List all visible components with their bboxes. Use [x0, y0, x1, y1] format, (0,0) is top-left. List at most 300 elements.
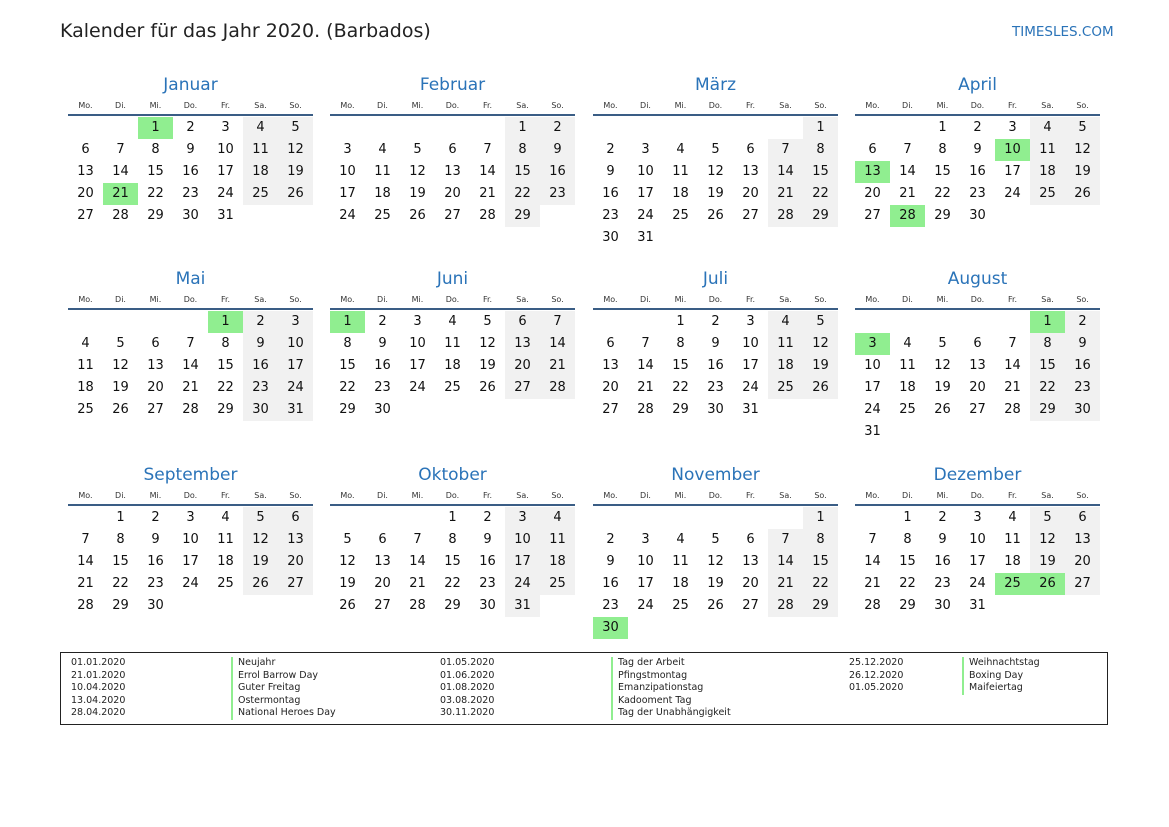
day-cell: 5: [413, 142, 422, 157]
holiday-date: 01.08.2020: [440, 682, 495, 694]
day-cell: 25: [672, 598, 689, 613]
day-cell: 4: [1030, 117, 1065, 139]
day-cell: 24: [217, 186, 234, 201]
day-cell: 25: [217, 576, 234, 591]
day-cell: 15: [899, 554, 916, 569]
day-cell: 19: [707, 186, 724, 201]
day-cell: 16: [707, 358, 724, 373]
day-cell: 12: [803, 333, 838, 355]
day-cell: 11: [1030, 139, 1065, 161]
empty-cell: [68, 117, 103, 139]
weekday-label: So.: [551, 101, 564, 110]
day-cell: 26: [339, 598, 356, 613]
day-cell: 21: [768, 183, 803, 205]
weekday-label: Sa.: [1041, 101, 1054, 110]
day-cell: 20: [742, 576, 759, 591]
day-cell: 21: [182, 380, 199, 395]
day-cell: 8: [151, 142, 160, 157]
holiday-date: 21.01.2020: [71, 669, 126, 681]
day-cell: 3: [641, 532, 650, 547]
day-cell: 14: [409, 554, 426, 569]
day-cell: 2: [606, 142, 615, 157]
weekday-label: Di.: [902, 101, 913, 110]
month-6: [330, 267, 575, 421]
empty-cell: [663, 507, 698, 529]
day-cell: 7: [116, 142, 125, 157]
empty-cell: [698, 117, 733, 139]
day-cell: 7: [768, 529, 803, 551]
weekday-label: Di.: [377, 101, 388, 110]
holiday-name: Pfingstmontag: [611, 670, 731, 683]
day-cell: 20: [77, 186, 94, 201]
holiday-day-cell: 3: [855, 333, 890, 355]
month-name: April: [958, 75, 997, 95]
weekday-label: Mo.: [340, 101, 355, 110]
day-cell: 21: [409, 576, 426, 591]
day-cell: 14: [768, 551, 803, 573]
weekday-label: Sa.: [779, 295, 792, 304]
day-cell: 19: [707, 576, 724, 591]
empty-cell: [768, 117, 803, 139]
empty-cell: [365, 507, 400, 529]
day-cell: 19: [803, 355, 838, 377]
day-cell: 13: [374, 554, 391, 569]
month-9: [68, 463, 313, 617]
day-cell: 20: [444, 186, 461, 201]
weekday-label: So.: [551, 491, 564, 500]
day-cell: 26: [479, 380, 496, 395]
day-cell: 19: [409, 186, 426, 201]
month-5: [68, 267, 313, 421]
day-cell: 26: [803, 377, 838, 399]
day-cell: 28: [182, 402, 199, 417]
month-8: [855, 267, 1100, 443]
weekday-label: Fr.: [482, 295, 493, 304]
day-cell: 18: [444, 358, 461, 373]
day-grid: [330, 507, 575, 617]
day-cell: 26: [409, 208, 426, 223]
day-cell: 16: [602, 576, 619, 591]
day-cell: 2: [606, 532, 615, 547]
empty-cell: [628, 117, 663, 139]
holiday-day-cell: 1: [1030, 311, 1065, 333]
empty-cell: [400, 117, 435, 139]
weekday-label: Mo.: [603, 491, 618, 500]
day-cell: 3: [221, 120, 230, 135]
weekday-label: Sa.: [254, 101, 267, 110]
empty-cell: [103, 311, 138, 333]
day-cell: 6: [746, 532, 755, 547]
day-cell: 8: [903, 532, 912, 547]
holiday-name-row: [611, 657, 731, 670]
weekday-label: Fr.: [482, 491, 493, 500]
day-cell: 23: [243, 377, 278, 399]
weekday-header: [855, 97, 1100, 116]
weekday-label: Do.: [970, 101, 985, 110]
day-cell: 1: [803, 117, 838, 139]
day-cell: 9: [151, 532, 160, 547]
day-cell: 5: [711, 532, 720, 547]
day-cell: 5: [343, 532, 352, 547]
day-cell: 9: [378, 336, 387, 351]
day-cell: 26: [707, 208, 724, 223]
holiday-day-cell: 26: [1030, 573, 1065, 595]
day-cell: 16: [1065, 355, 1100, 377]
day-cell: 2: [1065, 311, 1100, 333]
day-cell: 11: [768, 333, 803, 355]
day-cell: 15: [217, 358, 234, 373]
day-cell: 14: [768, 161, 803, 183]
day-cell: 25: [77, 402, 94, 417]
day-cell: 9: [973, 142, 982, 157]
day-cell: 11: [444, 336, 461, 351]
month-name: September: [143, 465, 238, 485]
weekday-label: So.: [814, 491, 827, 500]
day-cell: 2: [483, 510, 492, 525]
day-cell: 5: [243, 507, 278, 529]
day-cell: 31: [278, 399, 313, 421]
weekday-label: Do.: [183, 491, 198, 500]
empty-cell: [768, 507, 803, 529]
day-cell: 10: [182, 532, 199, 547]
weekday-label: Do.: [445, 491, 460, 500]
day-cell: 22: [803, 183, 838, 205]
day-cell: 18: [1030, 161, 1065, 183]
day-cell: 10: [278, 333, 313, 355]
day-cell: 10: [742, 336, 759, 351]
day-cell: 6: [378, 532, 387, 547]
day-cell: 14: [540, 333, 575, 355]
day-cell: 10: [217, 142, 234, 157]
weekday-label: Fr.: [220, 491, 231, 500]
month-10: [330, 463, 575, 617]
holiday-legend: [60, 652, 1108, 725]
day-cell: 21: [899, 186, 916, 201]
day-cell: 7: [186, 336, 195, 351]
day-cell: 19: [339, 576, 356, 591]
weekday-label: Mi.: [411, 295, 424, 304]
day-cell: 15: [934, 164, 951, 179]
weekday-label: Do.: [445, 101, 460, 110]
day-cell: 12: [278, 139, 313, 161]
day-cell: 27: [505, 377, 540, 399]
weekday-label: Mi.: [674, 101, 687, 110]
day-cell: 16: [374, 358, 391, 373]
weekday-label: Mo.: [78, 491, 93, 500]
holiday-date: 01.06.2020: [440, 669, 495, 681]
weekday-header: [330, 487, 575, 506]
day-cell: 3: [746, 314, 755, 329]
day-cell: 3: [186, 510, 195, 525]
day-cell: 14: [899, 164, 916, 179]
day-cell: 8: [803, 529, 838, 551]
holiday-day-cell: 1: [208, 311, 243, 333]
day-cell: 25: [540, 573, 575, 595]
empty-cell: [855, 507, 890, 529]
day-cell: 19: [243, 551, 278, 573]
day-cell: 16: [934, 554, 951, 569]
day-cell: 30: [602, 230, 619, 245]
day-cell: 27: [742, 208, 759, 223]
empty-cell: [925, 311, 960, 333]
day-cell: 2: [711, 314, 720, 329]
weekday-label: Mi.: [936, 491, 949, 500]
weekday-label: Di.: [640, 295, 651, 304]
day-cell: 28: [768, 595, 803, 617]
weekday-label: Sa.: [1041, 295, 1054, 304]
holiday-date: 25.12.2020: [849, 657, 904, 668]
empty-cell: [365, 117, 400, 139]
holiday-date: 01.01.2020: [71, 657, 126, 668]
day-cell: 8: [221, 336, 230, 351]
day-cell: 31: [742, 402, 759, 417]
holiday-name: Guter Freitag: [231, 682, 336, 695]
weekday-label: Mi.: [674, 295, 687, 304]
day-cell: 12: [339, 554, 356, 569]
day-cell: 12: [409, 164, 426, 179]
day-cell: 23: [969, 186, 986, 201]
day-cell: 6: [81, 142, 90, 157]
day-cell: 22: [147, 186, 164, 201]
day-cell: 9: [1065, 333, 1100, 355]
day-cell: 14: [1004, 358, 1021, 373]
weekday-label: Mo.: [78, 295, 93, 304]
empty-cell: [470, 117, 505, 139]
day-cell: 25: [243, 183, 278, 205]
day-cell: 20: [969, 380, 986, 395]
day-cell: 28: [540, 377, 575, 399]
day-cell: 11: [374, 164, 391, 179]
weekday-label: Do.: [708, 101, 723, 110]
weekday-label: Mo.: [865, 101, 880, 110]
day-cell: 20: [864, 186, 881, 201]
day-grid: [68, 117, 313, 227]
holiday-name: Boxing Day: [962, 670, 1040, 683]
day-cell: 30: [243, 399, 278, 421]
day-cell: 15: [803, 161, 838, 183]
holiday-date: 10.04.2020: [71, 682, 126, 694]
day-cell: 23: [147, 576, 164, 591]
weekday-label: Sa.: [254, 491, 267, 500]
weekday-label: Sa.: [779, 491, 792, 500]
day-cell: 15: [672, 358, 689, 373]
day-cell: 19: [1030, 551, 1065, 573]
weekday-label: Fr.: [1007, 101, 1018, 110]
day-cell: 18: [77, 380, 94, 395]
day-cell: 12: [707, 554, 724, 569]
day-cell: 18: [768, 355, 803, 377]
day-cell: 16: [969, 164, 986, 179]
month-11: [593, 463, 838, 639]
holiday-name-row: [231, 670, 336, 683]
day-grid: [593, 311, 838, 421]
day-cell: 8: [505, 139, 540, 161]
day-cell: 27: [374, 598, 391, 613]
legend-names-column: [962, 657, 1040, 695]
empty-cell: [698, 507, 733, 529]
day-cell: 19: [934, 380, 951, 395]
weekday-label: Mi.: [411, 101, 424, 110]
day-cell: 17: [969, 554, 986, 569]
day-cell: 2: [540, 117, 575, 139]
weekday-label: Sa.: [779, 101, 792, 110]
weekday-label: Mi.: [674, 491, 687, 500]
day-cell: 22: [934, 186, 951, 201]
holiday-date: 01.05.2020: [849, 682, 904, 694]
weekday-label: So.: [814, 101, 827, 110]
day-cell: 17: [217, 164, 234, 179]
day-cell: 30: [479, 598, 496, 613]
empty-cell: [855, 117, 890, 139]
weekday-header: [855, 487, 1100, 506]
day-cell: 26: [707, 598, 724, 613]
weekday-label: Fr.: [482, 101, 493, 110]
day-cell: 10: [505, 529, 540, 551]
weekday-label: Do.: [183, 295, 198, 304]
empty-cell: [138, 311, 173, 333]
day-cell: 21: [864, 576, 881, 591]
weekday-label: Di.: [377, 295, 388, 304]
weekday-label: So.: [289, 295, 302, 304]
day-cell: 29: [934, 208, 951, 223]
weekday-label: Mo.: [78, 101, 93, 110]
day-cell: 24: [278, 377, 313, 399]
weekday-label: Fr.: [220, 101, 231, 110]
day-cell: 30: [182, 208, 199, 223]
day-cell: 5: [1065, 117, 1100, 139]
day-cell: 6: [1065, 507, 1100, 529]
day-cell: 30: [934, 598, 951, 613]
day-cell: 25: [444, 380, 461, 395]
day-cell: 17: [278, 355, 313, 377]
weekday-label: So.: [289, 101, 302, 110]
month-12: [855, 463, 1100, 617]
brand-link[interactable]: TIMESLES.COM: [1012, 24, 1114, 40]
day-cell: 22: [112, 576, 129, 591]
weekday-label: Fr.: [745, 101, 756, 110]
day-cell: 21: [540, 355, 575, 377]
legend-dates-column: [849, 657, 903, 695]
day-cell: 14: [182, 358, 199, 373]
holiday-day-cell: 1: [138, 117, 173, 139]
day-cell: 22: [1030, 377, 1065, 399]
day-cell: 10: [339, 164, 356, 179]
day-grid: [68, 311, 313, 421]
day-grid: [593, 507, 838, 639]
day-cell: 31: [217, 208, 234, 223]
month-name: August: [947, 269, 1008, 289]
day-cell: 20: [374, 576, 391, 591]
day-cell: 8: [676, 336, 685, 351]
day-cell: 5: [938, 336, 947, 351]
day-cell: 31: [864, 424, 881, 439]
day-cell: 22: [444, 576, 461, 591]
day-cell: 13: [742, 164, 759, 179]
holiday-date: 26.12.2020: [849, 669, 904, 681]
day-cell: 7: [1008, 336, 1017, 351]
day-cell: 4: [768, 311, 803, 333]
day-cell: 12: [934, 358, 951, 373]
empty-cell: [733, 507, 768, 529]
day-cell: 2: [973, 120, 982, 135]
day-cell: 9: [540, 139, 575, 161]
day-cell: 27: [1065, 573, 1100, 595]
day-cell: 12: [1030, 529, 1065, 551]
day-cell: 8: [116, 532, 125, 547]
holiday-date: 01.05.2020: [440, 657, 495, 668]
day-cell: 27: [602, 402, 619, 417]
holiday-name: Maifeiertag: [962, 682, 1040, 695]
empty-cell: [593, 507, 628, 529]
weekday-label: So.: [1076, 491, 1089, 500]
day-cell: 23: [707, 380, 724, 395]
holiday-day-cell: 10: [995, 139, 1030, 161]
holiday-name-row: [231, 657, 336, 670]
day-cell: 20: [147, 380, 164, 395]
day-cell: 16: [602, 186, 619, 201]
day-cell: 29: [217, 402, 234, 417]
weekday-label: Mi.: [149, 491, 162, 500]
weekday-label: So.: [1076, 295, 1089, 304]
empty-cell: [68, 311, 103, 333]
empty-cell: [435, 117, 470, 139]
holiday-name-row: [962, 657, 1040, 670]
day-cell: 27: [444, 208, 461, 223]
day-cell: 17: [505, 551, 540, 573]
month-name: März: [695, 75, 736, 95]
day-cell: 1: [116, 510, 125, 525]
day-cell: 28: [1004, 402, 1021, 417]
day-grid: [593, 117, 838, 249]
day-cell: 19: [1065, 161, 1100, 183]
day-cell: 23: [182, 186, 199, 201]
month-name: Oktober: [418, 465, 487, 485]
day-cell: 29: [672, 402, 689, 417]
day-cell: 22: [339, 380, 356, 395]
day-cell: 5: [278, 117, 313, 139]
day-cell: 23: [934, 576, 951, 591]
holiday-name: Tag der Arbeit: [611, 657, 731, 670]
day-cell: 7: [483, 142, 492, 157]
day-cell: 31: [969, 598, 986, 613]
day-cell: 23: [602, 598, 619, 613]
weekday-label: So.: [289, 491, 302, 500]
weekday-label: Do.: [445, 295, 460, 304]
holiday-date: 03.08.2020: [440, 694, 495, 706]
day-cell: 13: [742, 554, 759, 569]
day-cell: 16: [540, 161, 575, 183]
holiday-name: National Heroes Day: [231, 707, 336, 720]
day-cell: 15: [112, 554, 129, 569]
day-cell: 25: [1030, 183, 1065, 205]
day-cell: 28: [77, 598, 94, 613]
day-cell: 9: [938, 532, 947, 547]
day-cell: 14: [864, 554, 881, 569]
weekday-label: Di.: [640, 491, 651, 500]
day-cell: 5: [1030, 507, 1065, 529]
day-cell: 23: [540, 183, 575, 205]
day-cell: 5: [116, 336, 125, 351]
weekday-label: Do.: [970, 491, 985, 500]
day-cell: 24: [1004, 186, 1021, 201]
day-grid: [855, 117, 1100, 227]
day-cell: 25: [672, 208, 689, 223]
empty-cell: [103, 117, 138, 139]
day-cell: 9: [483, 532, 492, 547]
day-cell: 2: [243, 311, 278, 333]
weekday-label: Mi.: [149, 101, 162, 110]
empty-cell: [593, 311, 628, 333]
